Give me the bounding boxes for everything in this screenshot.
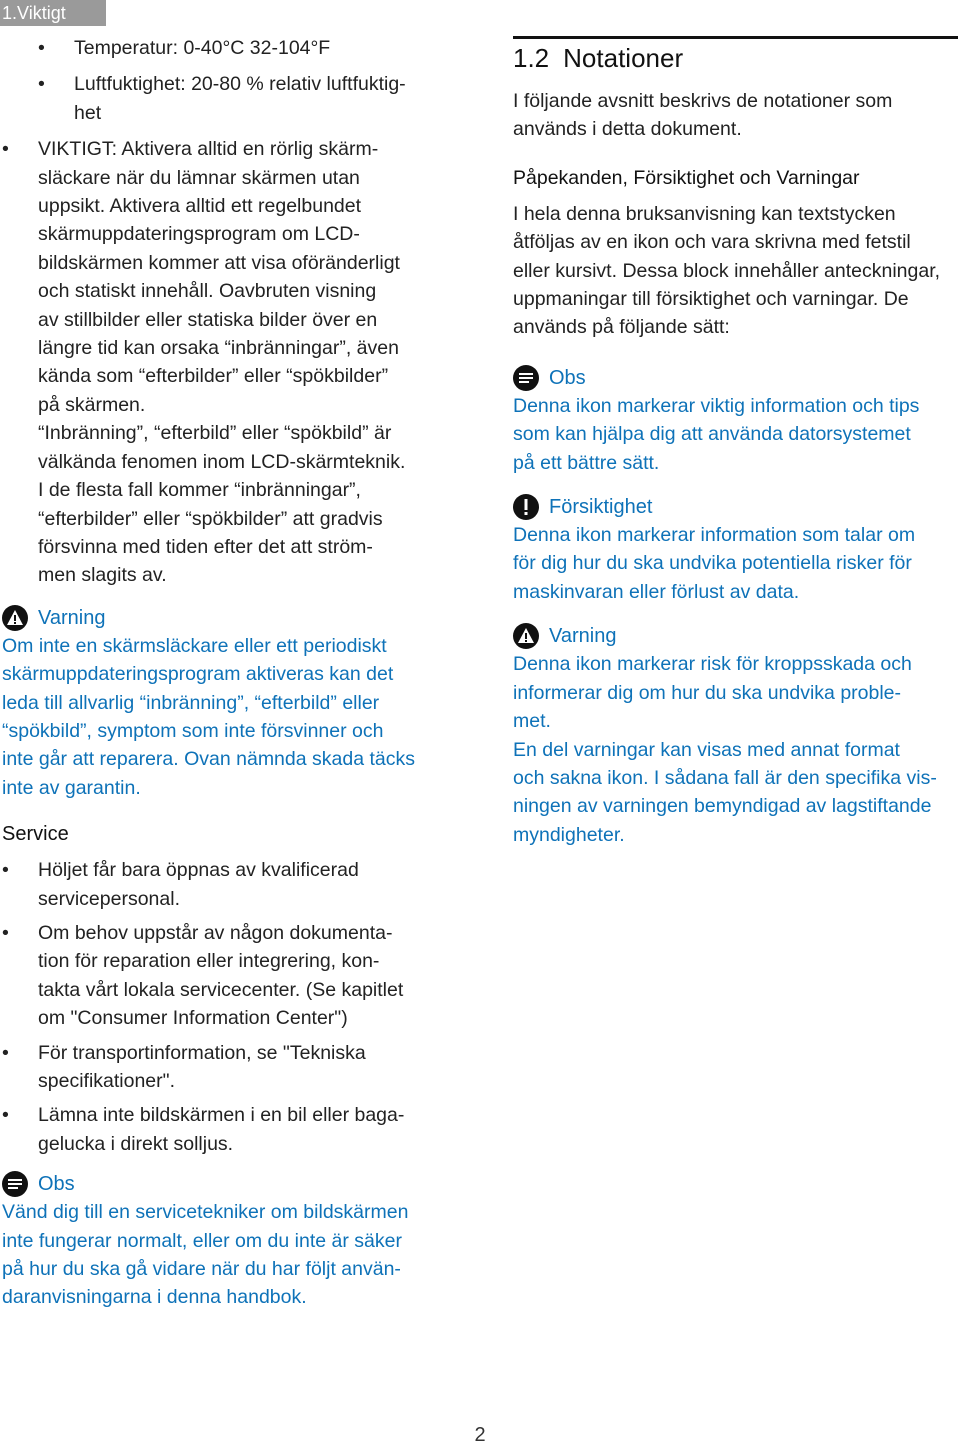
- text-line: ningen av varningen bemyndigad av lagstiftande: [513, 795, 932, 818]
- body-text: [513, 200, 958, 342]
- heading-label: Obs: [549, 366, 586, 389]
- text-line: maskinvaran eller förlust av data.: [513, 580, 800, 603]
- text-line: takta vårt lokala servicecenter. (Se kapitlet: [38, 978, 404, 1001]
- temperature-bullets: [2, 34, 450, 127]
- caution-icon: [513, 494, 539, 520]
- text-line: I följande avsnitt beskrivs de notationer som: [513, 90, 893, 112]
- text-line: används på följande sätt:: [513, 316, 730, 339]
- note-text: [2, 1198, 450, 1312]
- text-line: Vänd dig till en servicetekniker om bildskärmen: [2, 1201, 409, 1224]
- text-line: I hela denna bruksanvisning kan textstycken: [513, 202, 896, 225]
- caution-text: [513, 521, 958, 606]
- warning-text: [2, 632, 450, 802]
- text-line: “efterbilder” eller “spökbilder” att gradvis: [38, 507, 383, 530]
- text-line: längre tid kan orsaka “inbränningar”, även: [38, 337, 399, 360]
- important-block: [2, 135, 450, 590]
- text-line: Lämna inte bildskärmen i en bil eller baga-: [38, 1104, 405, 1127]
- warning-heading: [513, 622, 958, 650]
- service-block: [2, 820, 450, 1158]
- warning-heading: [2, 604, 450, 632]
- text-line: på ett bättre sätt.: [513, 451, 660, 474]
- warning-block: [513, 622, 958, 849]
- text-line: som kan hjälpa dig att använda datorsystemet: [513, 423, 911, 446]
- text-line: Denna ikon markerar viktig information och tips: [513, 394, 920, 417]
- text-line: daranvisningarna i denna handbok.: [2, 1286, 307, 1309]
- text-line: leda till allvarlig “inbränning”, “efterbild” eller: [2, 691, 380, 714]
- list-item: [2, 856, 450, 913]
- heading-label: Varning: [38, 606, 106, 629]
- text-line: för dig hur du ska undvika potentiella risker för: [513, 552, 912, 575]
- list-item: [2, 919, 450, 1033]
- caution-heading: [513, 493, 958, 521]
- text-line: specifikationer".: [38, 1070, 175, 1092]
- text-line: släckare när du lämnar skärmen utan: [38, 166, 360, 189]
- text-line: skärmuppdateringsprogram om LCD-: [38, 223, 360, 246]
- list-item: [2, 34, 450, 62]
- text-line: “spökbild”, symptom som inte försvinner och: [2, 719, 384, 742]
- text-line: För transportinformation, se "Tekniska: [38, 1041, 366, 1064]
- section-title: [513, 41, 958, 75]
- right-column: [513, 36, 958, 849]
- note-icon: [513, 365, 539, 391]
- bullet-icon: •: [2, 921, 9, 944]
- bullet-text: Temperatur: 0-40°C 32-104°F: [74, 37, 331, 59]
- text-line: om "Consumer Information Center"): [38, 1007, 348, 1030]
- bullet-text: het: [74, 101, 102, 124]
- section-title-text: Notationer: [563, 43, 684, 73]
- text-line: Denna ikon markerar risk för kroppsskada och: [513, 653, 912, 676]
- note-icon: [2, 1171, 28, 1197]
- text-line: met.: [513, 710, 551, 733]
- text-line: uppmaningar till försiktighet och varningar. De: [513, 288, 909, 311]
- text-line: skärmuppdateringsprogram aktiveras kan det: [2, 663, 394, 686]
- obs-text: [513, 392, 958, 477]
- text-line: åtföljas av en ikon och vara skrivna med fetstil: [513, 231, 911, 254]
- caution-block: [513, 493, 958, 606]
- bullet-icon: •: [2, 1104, 9, 1127]
- list-item: [2, 1039, 450, 1096]
- text-line: tion för reparation eller integrering, kon-: [38, 950, 380, 973]
- intro-text: [513, 87, 958, 144]
- text-line: uppsikt. Aktivera alltid ett regelbundet: [38, 195, 362, 218]
- section-header: [513, 36, 958, 75]
- left-column: [2, 34, 450, 1312]
- text-line: eller kursivt. Dessa block innehåller anteckningar,: [513, 259, 941, 282]
- note-block: [2, 1170, 450, 1312]
- page-number: 2: [474, 1424, 486, 1446]
- bullet-icon: •: [38, 73, 45, 96]
- obs-block: [513, 364, 958, 477]
- text-line: men slagits av.: [38, 564, 167, 587]
- service-heading: Service: [2, 823, 69, 846]
- text-line: inte av garantin.: [2, 776, 141, 799]
- text-line: “Inbränning”, “efterbild” eller “spökbild” är: [38, 422, 392, 445]
- text-line: VIKTIGT: Aktivera alltid en rörlig skärm-: [38, 138, 379, 161]
- bullet-icon: •: [38, 37, 45, 59]
- text-line: inte går att reparera. Ovan nämnda skada täcks: [2, 748, 415, 771]
- text-line: myndigheter.: [513, 823, 625, 846]
- list-item: [2, 70, 450, 127]
- list-item: [2, 1101, 450, 1158]
- text-line: bildskärmen kommer att visa oföränderligt: [38, 251, 400, 274]
- warning-icon: [513, 623, 539, 649]
- bullet-text: Luftfuktighet: 20-80 % relativ luftfuktig-: [74, 73, 406, 96]
- text-line: används i detta dokument.: [513, 118, 742, 141]
- text-line: på skärmen.: [38, 393, 146, 416]
- warning-icon: [2, 605, 28, 631]
- chapter-tab: 1.Viktigt: [0, 0, 106, 26]
- heading-label: Varning: [549, 625, 617, 648]
- warning-block: [2, 604, 450, 802]
- obs-heading: [513, 364, 958, 392]
- text-line: och sakna ikon. I sådana fall är den specifika vis-: [513, 766, 937, 789]
- text-line: försvinna med tiden efter det att ström-: [38, 535, 373, 558]
- text-line: I de flesta fall kommer “inbränningar”,: [38, 479, 361, 502]
- text-line: servicepersonal.: [38, 887, 180, 910]
- text-line: Om inte en skärmsläckare eller ett periodiskt: [2, 634, 387, 657]
- important-text: [38, 135, 450, 590]
- heading-label: Obs: [38, 1173, 75, 1196]
- bullet-icon: •: [2, 138, 9, 161]
- text-line: inte fungerar normalt, eller om du inte är säker: [2, 1229, 402, 1252]
- text-line: av stillbilder eller statiska bilder över en: [38, 308, 378, 331]
- heading-label: Försiktighet: [549, 496, 653, 519]
- bullet-icon: •: [2, 859, 9, 882]
- note-heading: [2, 1170, 450, 1198]
- warning-text: [513, 650, 958, 849]
- text-line: En del varningar kan visas med annat format: [513, 738, 900, 761]
- text-line: och statiskt innehåll. Oavbruten visning: [38, 280, 377, 303]
- text-line: Om behov uppstår av någon dokumenta-: [38, 921, 393, 944]
- text-line: gelucka i direkt solljus.: [38, 1132, 234, 1155]
- text-line: på hur du ska gå vidare när du har följt använ-: [2, 1258, 401, 1281]
- text-line: Höljet får bara öppnas av kvalificerad: [38, 859, 359, 882]
- subheading: Påpekanden, Försiktighet och Varningar: [513, 166, 860, 189]
- section-number: 1.2: [513, 43, 550, 73]
- text-line: kända som “efterbilder” eller “spökbilder”: [38, 365, 389, 388]
- text-line: informerar dig om hur du ska undvika proble-: [513, 681, 902, 704]
- text-line: välkända fenomen inom LCD-skärmteknik.: [38, 450, 406, 473]
- bullet-icon: •: [2, 1041, 9, 1064]
- text-line: Denna ikon markerar information som talar om: [513, 524, 916, 547]
